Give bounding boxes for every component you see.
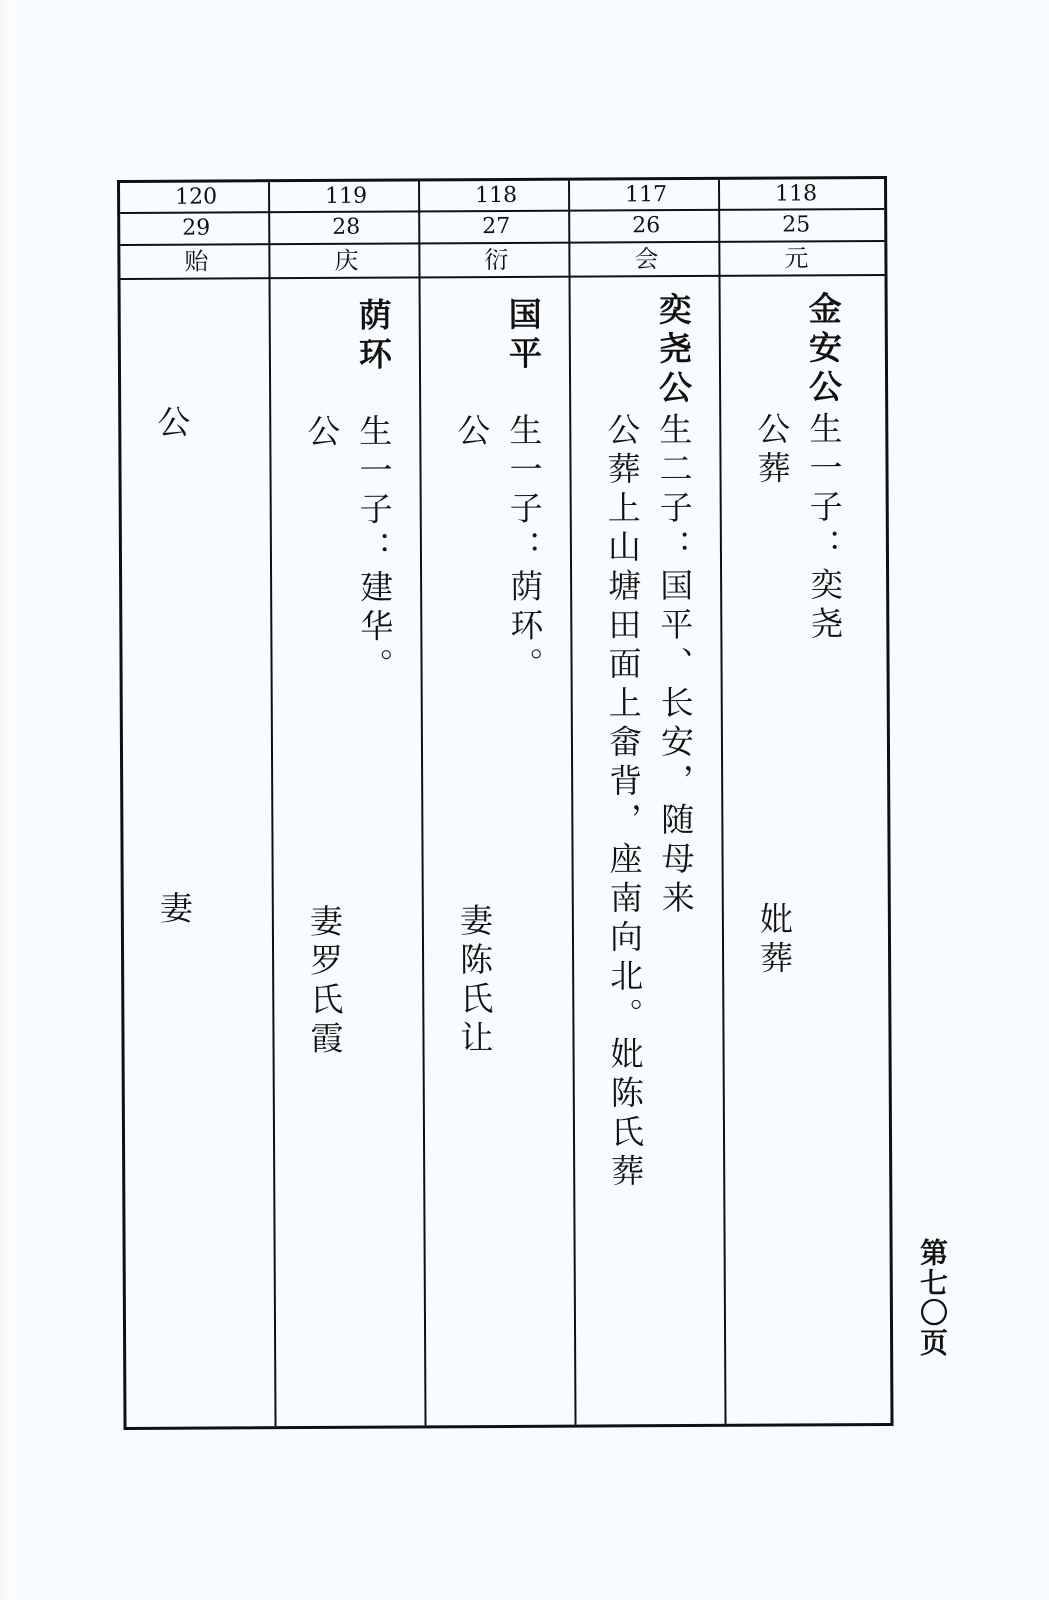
generation-character: 元 bbox=[784, 244, 809, 273]
wife-text: 妣葬 bbox=[754, 901, 795, 980]
burial-text: 公 bbox=[302, 413, 342, 454]
generation-number: 118 bbox=[775, 181, 818, 207]
generation-character: 庆 bbox=[334, 246, 359, 275]
page-edge bbox=[0, 0, 12, 1600]
sequence-number: 25 bbox=[782, 212, 811, 238]
wife-text: 妻 bbox=[154, 890, 194, 930]
sequence-number: 26 bbox=[632, 213, 661, 239]
generation-character: 衍 bbox=[484, 245, 509, 275]
page-number: 第七〇页 bbox=[916, 1238, 949, 1358]
column-divider bbox=[568, 181, 577, 1425]
entry-text: 生二子：国平、长安，随母来 bbox=[654, 411, 696, 920]
entry-text: 生一子：奕尧 bbox=[804, 411, 845, 646]
wife-text: 妻陈氏让 bbox=[454, 903, 495, 1060]
generation-number: 119 bbox=[325, 183, 368, 209]
generation-character: 贻 bbox=[184, 247, 209, 276]
burial-text: 公葬 bbox=[752, 411, 792, 490]
sequence-number: 28 bbox=[332, 214, 361, 240]
sequence-number: 29 bbox=[182, 215, 211, 241]
entry-text: 生一子：荫环。 bbox=[504, 412, 545, 686]
generation-character: 会 bbox=[634, 245, 659, 274]
person-name: 国平 bbox=[503, 296, 544, 375]
burial-text: 公 bbox=[452, 413, 492, 453]
genealogy-table bbox=[117, 176, 894, 1430]
burial-text: 公葬上山塘田面上畲背，座南向北。妣陈氏葬 bbox=[602, 412, 646, 1193]
person-name: 奕尧公 bbox=[653, 291, 694, 410]
wife-text: 妻罗氏霞 bbox=[304, 903, 345, 1061]
sequence-number: 27 bbox=[482, 213, 511, 240]
person-name: 金安公 bbox=[803, 291, 844, 409]
person-name: 荫环 bbox=[353, 297, 394, 376]
generation-number: 117 bbox=[625, 182, 668, 208]
generation-number: 120 bbox=[175, 184, 218, 210]
column-divider bbox=[418, 181, 427, 1425]
entry-text: 生一子：建华。 bbox=[354, 413, 395, 687]
column-divider bbox=[268, 182, 277, 1426]
column-divider bbox=[718, 180, 727, 1424]
entry-text: 公 bbox=[152, 404, 192, 444]
generation-number: 118 bbox=[475, 182, 518, 209]
